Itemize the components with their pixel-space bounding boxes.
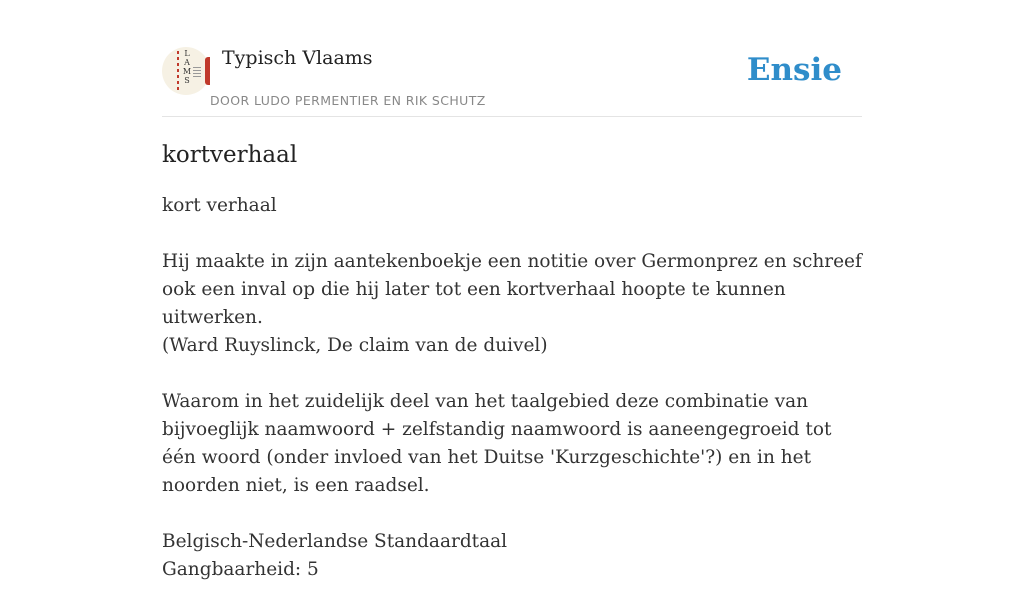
entry-title: kortverhaal <box>162 142 298 168</box>
entry-frequency: Gangbaarheid: 5 <box>162 559 319 580</box>
entry-category: Belgisch-Nederlandse Standaardtaal <box>162 531 508 552</box>
entry-body <box>162 192 862 612</box>
entry-note: Waarom in het zuidelijk deel van het taalgebied deze combinatie van bijvoeglijk naamwoord + zelfstandig naamwoord is aaneengegroeid tot één woord (onder invloed van het Duitse 'Kurzgeschichte'?) en in het noorden niet, is een raadsel. <box>162 391 832 496</box>
avatar-decoration <box>177 51 179 91</box>
avatar[interactable] <box>162 47 210 95</box>
entry-quote-source: (Ward Ruyslinck, De claim van de duivel) <box>162 335 548 356</box>
avatar-letters: L A M S <box>182 49 192 85</box>
brand-logo-link[interactable]: Ensie <box>746 52 842 88</box>
entry-quote: Hij maakte in zijn aantekenboekje een notitie over Germonprez en schreef ook een inval op die hij later tot een kortverhaal hoopte te kunnen uitwerken. <box>162 251 862 328</box>
avatar-edge <box>205 57 210 85</box>
site-header <box>162 46 862 117</box>
entry-quote-block <box>162 248 862 360</box>
entry-definition: kort verhaal <box>162 195 277 216</box>
avatar-lines <box>193 67 201 77</box>
byline: DOOR LUDO PERMENTIER EN RIK SCHUTZ <box>210 93 486 108</box>
entry-meta <box>162 528 862 584</box>
site-title[interactable]: Typisch Vlaams <box>222 47 373 69</box>
